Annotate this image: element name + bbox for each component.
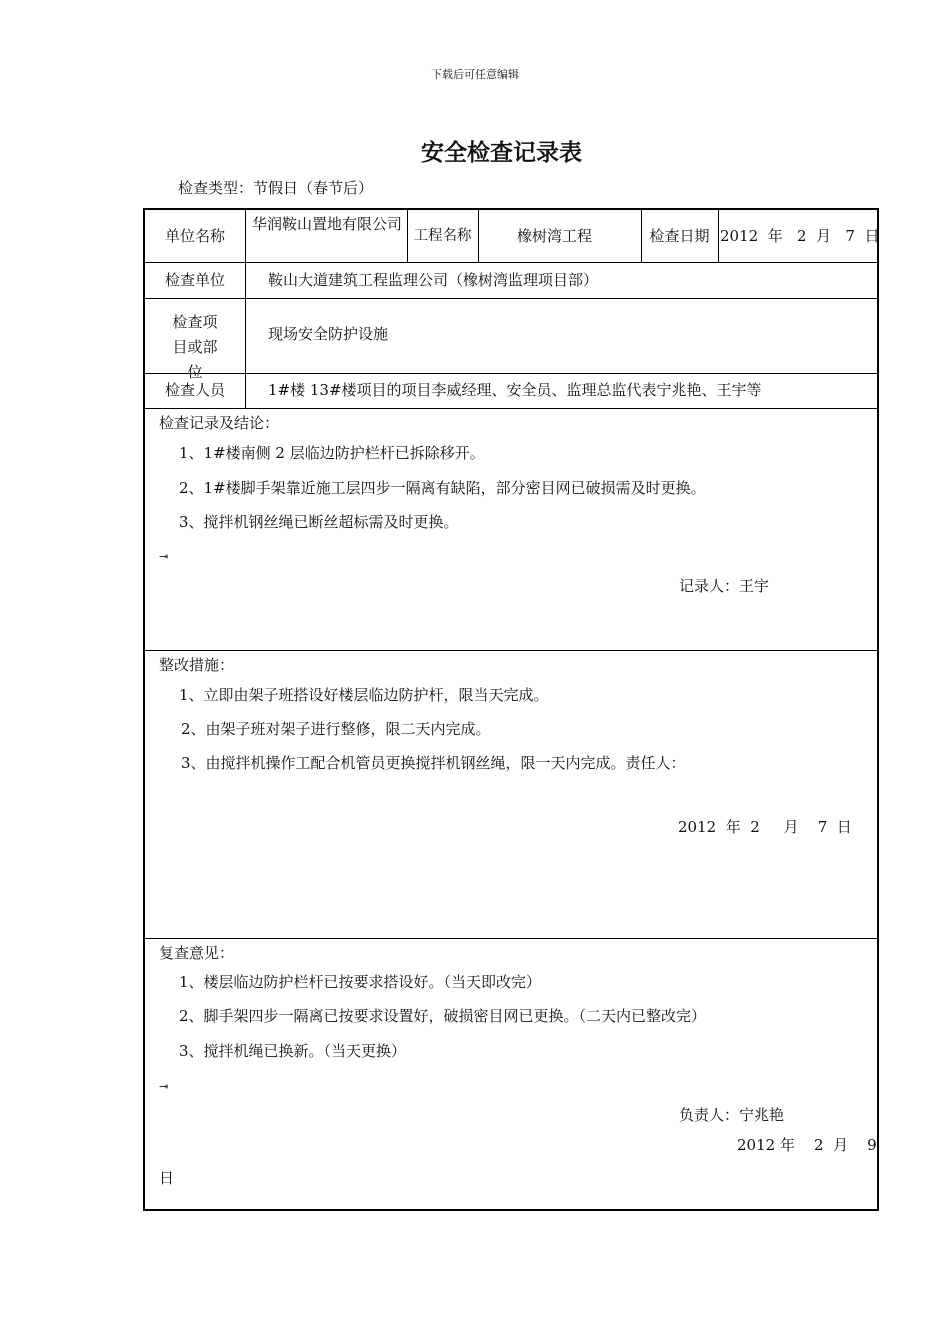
review-date-tail: 日 [159,1169,175,1187]
unit-name-value: 华润鞍山置地有限公司 [251,215,402,233]
record-heading: 检查记录及结论： [159,414,280,432]
header-note: 下载后可任意编辑 [431,68,519,81]
rectify-item: 1、立即由架子班搭设好楼层临边防护杆，限当天完成。 [179,686,549,704]
row-divider [145,373,877,374]
check-type-label: 检查类型：节假日（春节后） [178,179,374,197]
review-date: 2012 年 2 月 9 [737,1136,877,1154]
column-divider [245,210,246,408]
review-item: 2、脚手架四步一隔离已按要求设置好，破损密目网已更换。（二天内已整改完） [179,1007,707,1025]
rectify-heading: 整改措施： [159,656,235,674]
unit-name-label: 单位名称 [164,227,225,245]
document-title: 安全检查记录表 [421,140,582,166]
row-divider [145,650,877,651]
rectify-item: 3、由搅拌机操作工配合机管员更换搅拌机钢丝绳，限一天内完成。责任人： [181,754,686,772]
check-date-label: 检查日期 [649,227,710,245]
project-name-label: 工程名称 [413,228,472,244]
inspection-unit-value: 鞍山大道建筑工程监理公司（橡树湾监理项目部） [268,271,599,289]
review-item: 1、楼层临边防护栏杆已按要求搭设好。（当天即改完） [179,973,542,991]
column-divider [478,210,479,262]
record-item: 2、1#楼脚手架靠近施工层四步一隔离有缺陷，部分密目网已破损需及时更换。 [179,479,706,497]
responsible-person: 负责人：宁兆艳 [679,1106,785,1124]
column-divider [718,210,719,262]
review-item: 3、搅拌机绳已换新。（当天更换） [179,1042,407,1060]
inspection-item-value: 现场安全防护设施 [268,325,389,343]
recorder: 记录人：王宇 [679,577,770,595]
record-item: 1、1#楼南侧 2 层临边防护栏杆已拆除移开。 [179,444,485,462]
row-divider [145,298,877,299]
record-item: 3、搅拌机钢丝绳已断丝超标需及时更换。 [179,513,459,531]
check-date-value: 2012 年 2 月 7 日 [720,227,880,245]
rectify-date: 2012 年 2 月 7 日 [678,818,852,836]
inspection-unit-label: 检查单位 [164,271,225,289]
project-name-value: 橡树湾工程 [517,227,593,245]
inspection-item-label: 检查项目或部位 [172,313,218,381]
inspectors-label: 检查人员 [164,381,225,399]
tab-mark-icon: ⇥ [159,550,169,563]
row-divider [145,938,877,939]
row-divider [145,408,877,409]
tab-mark-icon: ⇥ [159,1080,169,1093]
review-heading: 复查意见： [159,944,235,962]
rectify-item: 2、由架子班对架子进行整修，限二天内完成。 [181,720,491,738]
inspection-table [143,208,879,1211]
inspectors-value: 1#楼 13#楼项目的项目李威经理、安全员、监理总监代表宁兆艳、王宇等 [268,381,762,399]
row-divider [145,262,877,263]
